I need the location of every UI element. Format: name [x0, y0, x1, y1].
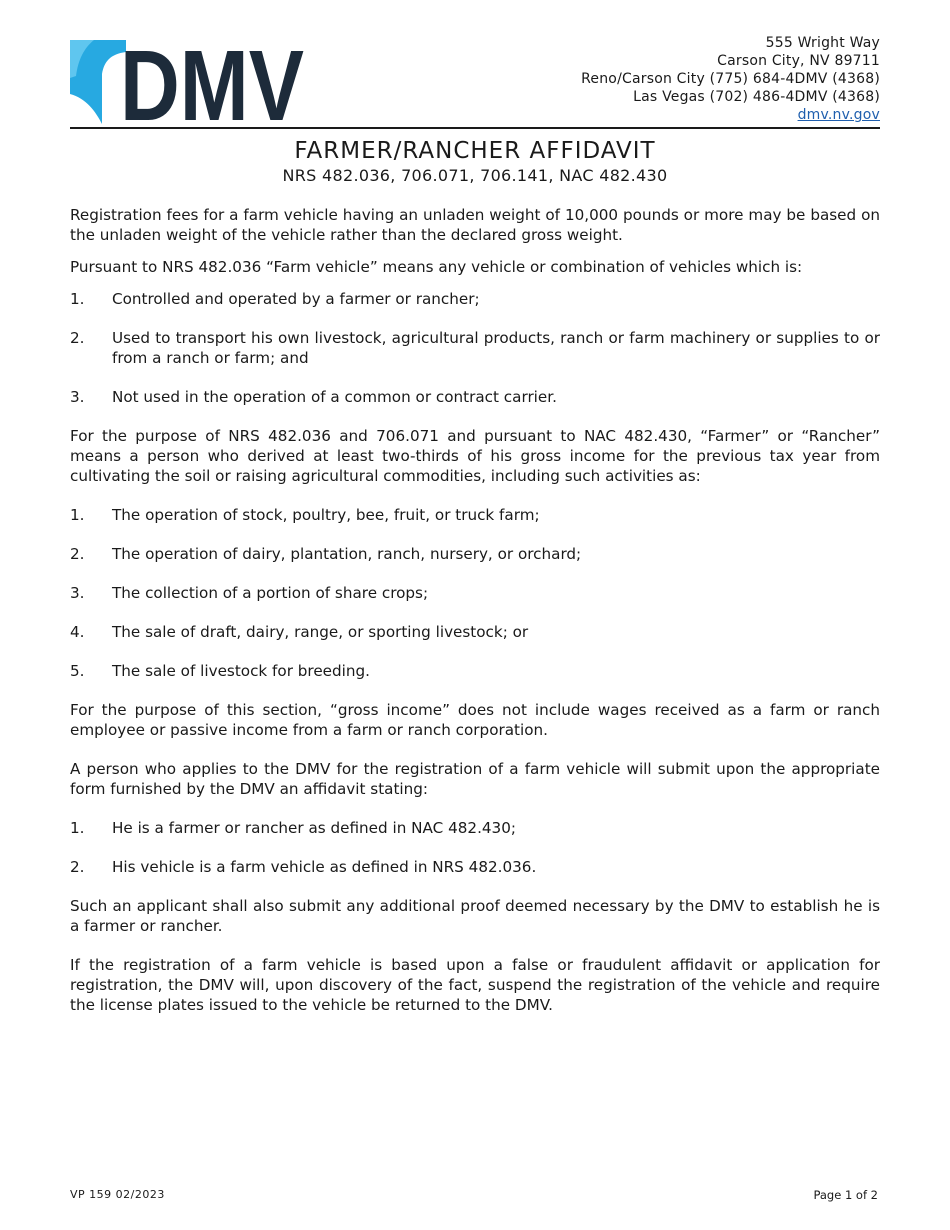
list-number: 3. [70, 584, 85, 602]
paragraph: Pursuant to NRS 482.036 “Farm vehicle” means any vehicle or combination of vehicles which is: [70, 258, 803, 276]
paragraph: If the registration of a farm vehicle is based upon a false or fraudulent affidavit or application for registration, the DMV will, upon discovery of the fact, suspend the registration of the vehicle and require the license plates issued to the vehicle be returned to the DMV. [70, 956, 880, 1014]
activities-list [70, 505, 880, 681]
list-item [70, 328, 880, 368]
paragraph: A person who applies to the DMV for the registration of a farm vehicle will submit upon the appropriate form furnished by the DMV an affidavit stating: [70, 760, 880, 798]
list-text: The operation of dairy, plantation, ranch, nursery, or orchard; [112, 545, 582, 563]
farm-vehicle-list [70, 289, 880, 407]
header [70, 30, 880, 142]
list-text: Not used in the operation of a common or contract carrier. [112, 388, 557, 406]
list-text: The operation of stock, poultry, bee, fruit, or truck farm; [112, 506, 540, 524]
list-number: 3. [70, 388, 85, 406]
list-text: He is a farmer or rancher as defined in NAC 482.430; [112, 819, 517, 837]
list-number: 4. [70, 623, 85, 641]
dmv-logo [70, 30, 305, 142]
list-item [70, 818, 880, 838]
affidavit-list [70, 818, 880, 877]
list-number: 2. [70, 545, 85, 563]
list-item [70, 387, 880, 407]
address-street: 555 Wright Way [765, 35, 880, 51]
list-number: 2. [70, 858, 85, 876]
list-text: Used to transport his own livestock, agricultural products, ranch or farm machinery or supplies to or from a ranch or farm; and [112, 329, 880, 367]
form-id: VP 159 02/2023 [70, 1188, 165, 1201]
list-item [70, 583, 880, 603]
document-body [70, 205, 880, 1015]
list-number: 2. [70, 329, 85, 347]
list-item [70, 289, 880, 309]
paragraph: For the purpose of NRS 482.036 and 706.071 and pursuant to NAC 482.430, “Farmer” or “Rancher” means a person who derived at least two-thirds of his gross income for the previous tax year from cultivating the soil or raising agricultural commodities, including such activities as: [70, 427, 880, 485]
list-number: 1. [70, 506, 85, 524]
list-item [70, 622, 880, 642]
website-link[interactable]: dmv.nv.gov [797, 107, 880, 123]
list-number: 5. [70, 662, 85, 680]
page-title: FARMER/RANCHER AFFIDAVIT [294, 138, 656, 164]
list-item [70, 857, 880, 877]
paragraph: Registration fees for a farm vehicle having an unladen weight of 10,000 pounds or more may be based on the unladen weight of the vehicle rather than the declared gross weight. [70, 206, 880, 244]
list-item [70, 505, 880, 525]
list-text: The collection of a portion of share crops; [112, 584, 429, 602]
header-divider [70, 127, 880, 129]
document-page [70, 30, 880, 1027]
paragraph: For the purpose of this section, “gross income” does not include wages received as a farm or ranch employee or passive income from a farm or ranch corporation. [70, 701, 880, 739]
page-number: Page 1 of 2 [813, 1188, 878, 1202]
list-text: His vehicle is a farm vehicle as defined in NRS 482.036. [112, 858, 537, 876]
list-number: 1. [70, 819, 85, 837]
list-item [70, 544, 880, 564]
address-city: Carson City, NV 89711 [717, 53, 880, 69]
logo-text: DMV [120, 30, 305, 142]
contact-block [581, 34, 880, 124]
list-item [70, 661, 880, 681]
phone-las-vegas: Las Vegas (702) 486-4DMV (4368) [633, 89, 880, 105]
phone-reno: Reno/Carson City (775) 684-4DMV (4368) [581, 71, 880, 87]
paragraph: Such an applicant shall also submit any additional proof deemed necessary by the DMV to establish he is a farmer or rancher. [70, 897, 880, 935]
list-text: The sale of draft, dairy, range, or sporting livestock; or [112, 623, 529, 641]
list-text: The sale of livestock for breeding. [112, 662, 370, 680]
page-subtitle: NRS 482.036, 706.071, 706.141, NAC 482.430 [282, 166, 668, 185]
list-number: 1. [70, 290, 85, 308]
list-text: Controlled and operated by a farmer or rancher; [112, 290, 480, 308]
